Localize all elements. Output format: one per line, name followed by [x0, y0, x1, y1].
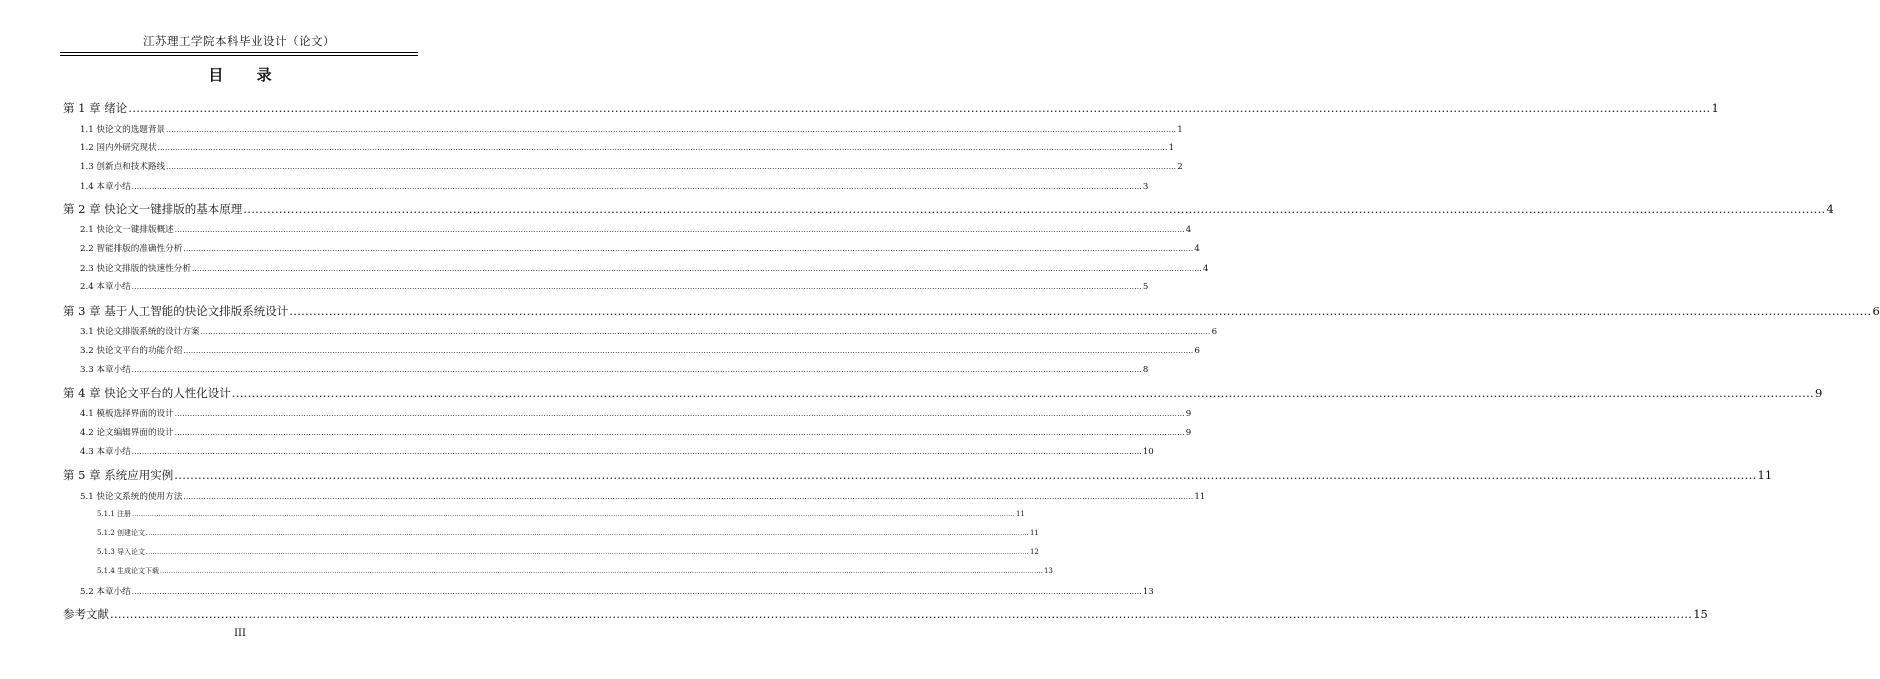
toc-entry-label: 1.2 国内外研究现状 [80, 143, 157, 153]
toc-leader-dots: ................................................................................................................................................................................................................................................................................................................................................................................................................ [160, 568, 1043, 575]
toc-entry[interactable] [80, 180, 1149, 192]
toc-entry[interactable] [80, 426, 1192, 438]
toc-leader-dots: ................................................................................................................................................................................................................................................................................................................................................................................................................ [174, 468, 1757, 482]
toc-leader-dots: ................................................................................................................................................................................................................................................................................................................................................................................................................ [174, 410, 1185, 418]
toc-leader-dots: ................................................................................................................................................................................................................................................................................................................................................................................................................ [174, 226, 1185, 234]
toc-entry-label: 1.3 创新点和技术路线 [80, 162, 166, 172]
toc-leader-dots: ................................................................................................................................................................................................................................................................................................................................................................................................................ [200, 328, 1211, 336]
toc-entry-label: 2.2 智能排版的准确性分析 [80, 244, 183, 254]
toc-entry-page: 9 [1815, 386, 1823, 400]
toc-entry-page: 11 [1029, 529, 1039, 537]
toc-entry[interactable] [80, 223, 1192, 235]
toc-entry-page: 6 [1211, 327, 1218, 337]
toc-entry-page: 12 [1029, 548, 1039, 556]
toc-entry-label: 第 1 章 绪论 [63, 101, 128, 115]
toc-entry-label: 4.1 模板选择界面的设计 [80, 409, 174, 419]
toc-entry-page: 4 [1202, 264, 1209, 274]
toc-entry-page: 4 [1185, 225, 1192, 235]
toc-entry-page: 5 [1142, 282, 1149, 292]
toc-entry-label: 5.1.4 生成论文下载 [97, 567, 160, 575]
toc-entry[interactable] [80, 262, 1209, 274]
toc-leader-dots: ................................................................................................................................................................................................................................................................................................................................................................................................................ [110, 607, 1693, 621]
toc-entry-page: 13 [1043, 567, 1053, 575]
page-number: III [234, 628, 246, 639]
toc-entry[interactable] [97, 528, 1039, 538]
toc-leader-dots: ................................................................................................................................................................................................................................................................................................................................................................................................................ [131, 183, 1142, 191]
toc-leader-dots: ................................................................................................................................................................................................................................................................................................................................................................................................................ [183, 245, 1194, 253]
toc-entry-label: 5.1.3 导入论文 [97, 548, 146, 556]
toc-entry-label: 第 5 章 系统应用实例 [63, 468, 174, 482]
toc-entry[interactable] [80, 141, 1175, 153]
toc-entry[interactable] [80, 445, 1154, 457]
toc-leader-dots: ................................................................................................................................................................................................................................................................................................................................................................................................................ [191, 265, 1202, 273]
toc-entry-page: 3 [1142, 182, 1149, 192]
toc-entry-label: 第 3 章 基于人工智能的快论文排版系统设计 [63, 304, 289, 318]
toc-entry-page: 11 [1015, 510, 1025, 518]
toc-leader-dots: ................................................................................................................................................................................................................................................................................................................................................................................................................ [132, 511, 1015, 518]
toc-entry-page: 9 [1185, 409, 1192, 419]
toc-entry-label: 第 2 章 快论文一键排版的基本原理 [63, 202, 243, 216]
toc-entry[interactable] [80, 160, 1183, 172]
toc-entry[interactable] [80, 280, 1149, 292]
toc-entry-page: 2 [1177, 162, 1183, 172]
toc-leader-dots: ................................................................................................................................................................................................................................................................................................................................................................................................................ [231, 386, 1814, 400]
toc-entry-label: 3.1 快论文排版系统的设计方案 [80, 327, 200, 337]
toc-entry[interactable] [80, 490, 1206, 502]
toc-entry-page: 6 [1194, 346, 1200, 356]
toc-title: 目 录 [208, 66, 286, 84]
toc-leader-dots: ................................................................................................................................................................................................................................................................................................................................................................................................................ [146, 549, 1029, 556]
toc-entry-page: 6 [1872, 304, 1880, 318]
toc-entry-page: 13 [1142, 587, 1154, 597]
toc-leader-dots: ................................................................................................................................................................................................................................................................................................................................................................................................................ [166, 163, 1177, 171]
toc-entry-label: 第 4 章 快论文平台的人性化设计 [63, 386, 231, 400]
toc-entry-page: 1 [1177, 125, 1183, 135]
toc-entry[interactable] [80, 585, 1154, 597]
toc-entry[interactable] [80, 123, 1183, 135]
toc-entry[interactable] [80, 242, 1200, 254]
toc-entry[interactable] [63, 201, 1834, 217]
toc-leader-dots: ................................................................................................................................................................................................................................................................................................................................................................................................................ [183, 493, 1194, 501]
toc-entry-page: 1 [1168, 143, 1175, 153]
toc-leader-dots: ................................................................................................................................................................................................................................................................................................................................................................................................................ [183, 347, 1194, 355]
toc-entry[interactable] [63, 100, 1719, 116]
toc-leader-dots: ................................................................................................................................................................................................................................................................................................................................................................................................................ [289, 304, 1872, 318]
toc-entry-page: 1 [1711, 101, 1719, 115]
toc-entry-label: 4.3 本章小结 [80, 447, 131, 457]
toc-entry-label: 2.4 本章小结 [80, 282, 131, 292]
toc-entry[interactable] [97, 566, 1053, 576]
toc-entry[interactable] [63, 385, 1823, 401]
toc-entry[interactable] [80, 344, 1200, 356]
toc-entry[interactable] [63, 606, 1708, 622]
toc-entry-label: 5.1 快论文系统的使用方法 [80, 492, 183, 502]
toc-leader-dots: ................................................................................................................................................................................................................................................................................................................................................................................................................ [157, 144, 1168, 152]
toc-entry-page: 4 [1194, 244, 1200, 254]
toc-entry-label: 1.1 快论文的选题背景 [80, 125, 166, 135]
toc-entry-label: 2.1 快论文一键排版概述 [80, 225, 174, 235]
toc-entry-label: 5.1.1 注册 [97, 510, 132, 518]
toc-entry[interactable] [97, 509, 1025, 519]
toc-leader-dots: ................................................................................................................................................................................................................................................................................................................................................................................................................ [146, 530, 1029, 537]
toc-leader-dots: ................................................................................................................................................................................................................................................................................................................................................................................................................ [128, 101, 1711, 115]
toc-leader-dots: ................................................................................................................................................................................................................................................................................................................................................................................................................ [131, 366, 1142, 374]
toc-entry[interactable] [63, 467, 1773, 483]
toc-entry-label: 4.2 论文编辑界面的设计 [80, 428, 174, 438]
toc-entry[interactable] [63, 303, 1880, 319]
toc-entry-page: 10 [1142, 447, 1154, 457]
toc-entry-label: 3.2 快论文平台的功能介绍 [80, 346, 183, 356]
toc-entry[interactable] [80, 407, 1192, 419]
toc-leader-dots: ................................................................................................................................................................................................................................................................................................................................................................................................................ [131, 283, 1142, 291]
toc-entry[interactable] [80, 363, 1149, 375]
toc-entry[interactable] [97, 547, 1039, 557]
toc-entry-page: 15 [1693, 607, 1708, 621]
toc-entry-page: 11 [1194, 492, 1206, 502]
toc-entry-label: 5.1.2 创建论文 [97, 529, 146, 537]
toc-leader-dots: ................................................................................................................................................................................................................................................................................................................................................................................................................ [166, 126, 1177, 134]
toc-entry-label: 3.3 本章小结 [80, 365, 131, 375]
toc-entry-label: 参考文献 [63, 607, 109, 621]
toc-leader-dots: ................................................................................................................................................................................................................................................................................................................................................................................................................ [131, 588, 1142, 596]
toc-leader-dots: ................................................................................................................................................................................................................................................................................................................................................................................................................ [131, 448, 1142, 456]
running-header: 江苏理工学院本科毕业设计（论文） [143, 34, 335, 48]
toc-entry-page: 4 [1826, 202, 1834, 216]
toc-entry-page: 9 [1185, 428, 1192, 438]
toc-entry-label: 5.2 本章小结 [80, 587, 131, 597]
toc-entry-label: 2.3 快论文排版的快速性分析 [80, 264, 191, 274]
toc-entry-page: 8 [1142, 365, 1149, 375]
toc-leader-dots: ................................................................................................................................................................................................................................................................................................................................................................................................................ [243, 202, 1826, 216]
toc-entry[interactable] [80, 325, 1218, 337]
toc-entry-label: 1.4 本章小结 [80, 182, 131, 192]
toc-leader-dots: ................................................................................................................................................................................................................................................................................................................................................................................................................ [174, 429, 1185, 437]
toc-entry-page: 11 [1757, 468, 1773, 482]
